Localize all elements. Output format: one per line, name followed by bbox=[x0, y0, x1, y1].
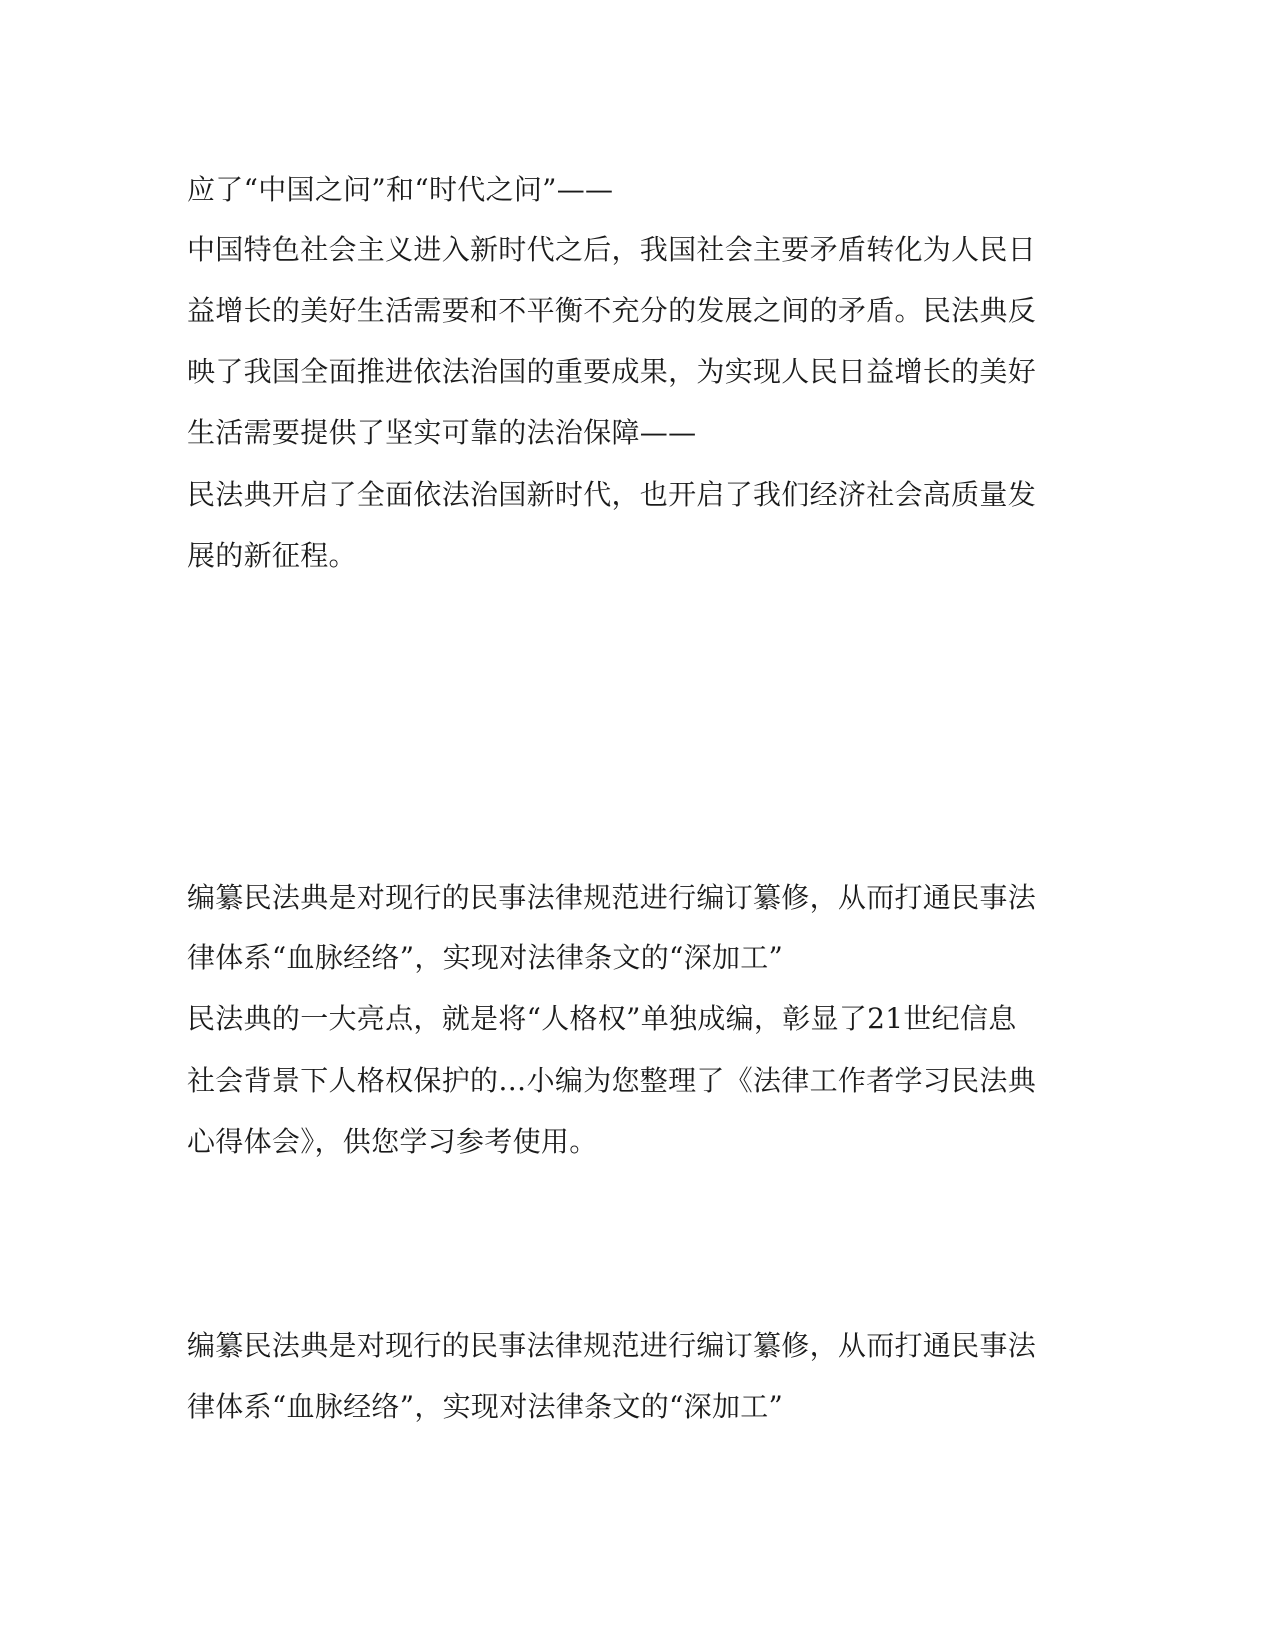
text-line: 应了“中国之问”和“时代之问”—— bbox=[187, 173, 614, 206]
text-line: 中国特色社会主义进入新时代之后，我国社会主要矛盾转化为人民日 bbox=[187, 233, 1037, 266]
text-line: 编纂民法典是对现行的民事法律规范进行编订纂修，从而打通民事法 bbox=[187, 1329, 1037, 1362]
text-line: 益增长的美好生活需要和不平衡不充分的发展之间的矛盾。民法典反 bbox=[187, 294, 1037, 327]
text-line: 律体系“血脉经络”，实现对法律条文的“深加工” bbox=[187, 1390, 784, 1423]
text-line: 民法典的一大亮点，就是将“人格权”单独成编，彰显了21世纪信息 bbox=[187, 1002, 1017, 1035]
text-line: 生活需要提供了坚实可靠的法治保障—— bbox=[187, 416, 697, 449]
text-line: 社会背景下人格权保护的…小编为您整理了《法律工作者学习民法典 bbox=[187, 1064, 1037, 1097]
text-line: 展的新征程。 bbox=[187, 539, 357, 572]
text-line: 律体系“血脉经络”，实现对法律条文的“深加工” bbox=[187, 941, 784, 974]
text-line: 民法典开启了全面依法治国新时代，也开启了我们经济社会高质量发 bbox=[187, 478, 1037, 511]
text-line: 编纂民法典是对现行的民事法律规范进行编订纂修，从而打通民事法 bbox=[187, 881, 1037, 914]
text-line: 心得体会》，供您学习参考使用。 bbox=[187, 1125, 598, 1158]
text-line: 映了我国全面推进依法治国的重要成果，为实现人民日益增长的美好 bbox=[187, 355, 1037, 388]
